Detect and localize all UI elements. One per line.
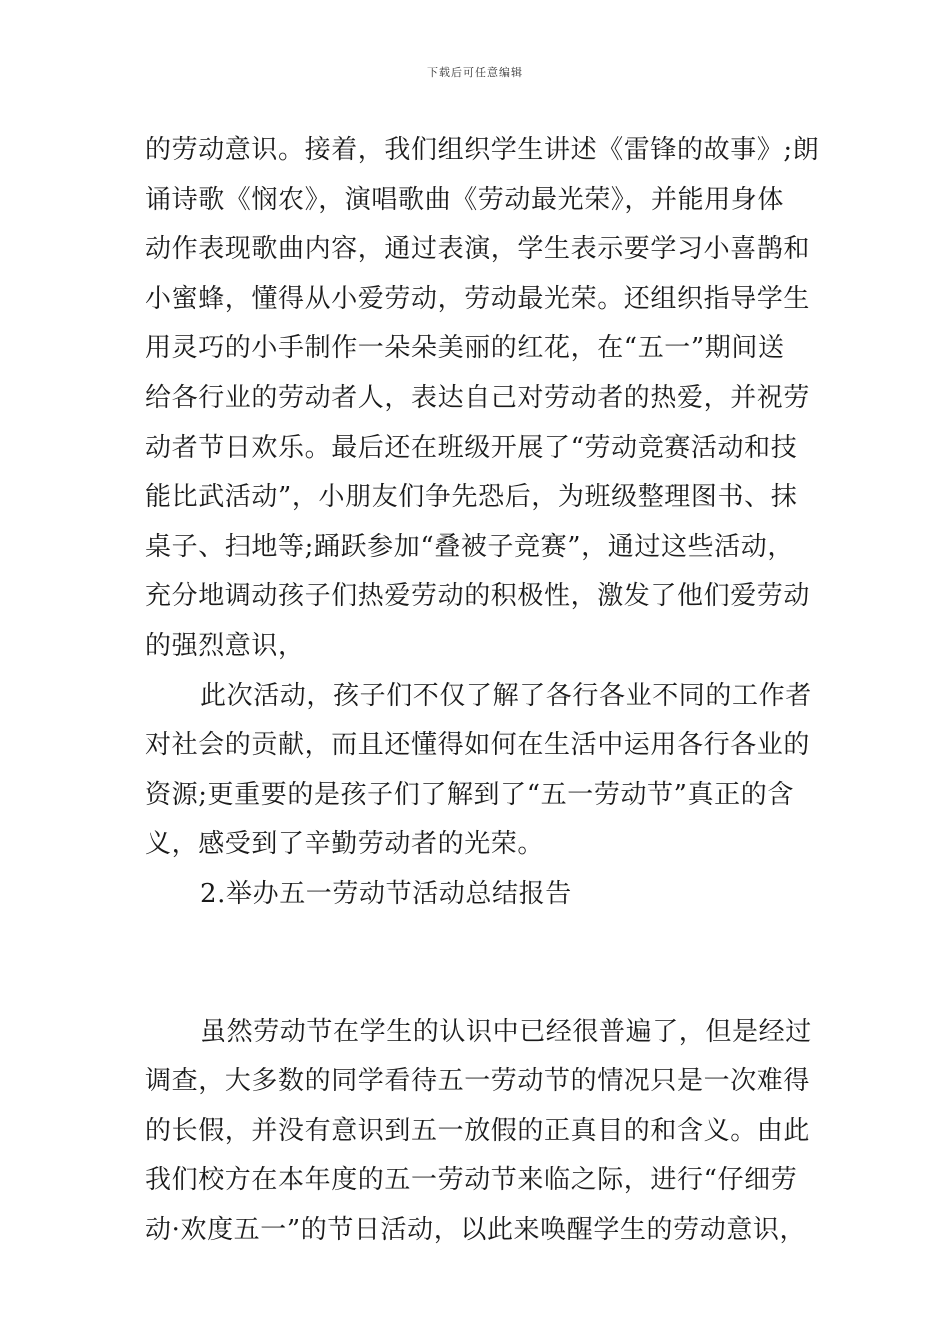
text-line: 虽然劳动节在学生的认识中已经很普遍了，但是经过 xyxy=(200,1016,812,1047)
text-line: 小蜜蜂，懂得从小爱劳动，劳动最光荣。还组织指导学生 xyxy=(145,283,811,314)
text-line: 的长假，并没有意识到五一放假的正真目的和含义。由此 xyxy=(145,1115,811,1146)
text-line: 动作表现歌曲内容，通过表演，学生表示要学习小喜鹊和 xyxy=(145,234,811,265)
text-line: 的强烈意识， xyxy=(145,630,305,661)
document-body xyxy=(145,126,825,1255)
section-heading xyxy=(145,870,825,920)
text-line: 对社会的贡献，而且还懂得如何在生活中运用各行各业的 xyxy=(145,730,811,761)
section-spacer xyxy=(145,920,825,1008)
text-line: 动者节日欢乐。最后还在班级开展了“劳动竞赛活动和技 xyxy=(145,432,798,463)
header-note: 下载后可任意编辑 xyxy=(427,66,523,79)
text-line: 能比武活动”，小朋友们争先恐后，为班级整理图书、抹 xyxy=(145,482,798,513)
text-line: 桌子、扫地等;踊跃参加“叠被子竞赛”，通过这些活动， xyxy=(145,531,794,562)
text-line: 义，感受到了辛勤劳动者的光荣。 xyxy=(145,829,545,860)
section-heading-text: 2.举办五一劳动节活动总结报告 xyxy=(200,878,572,909)
text-line: 调查，大多数的同学看待五一劳动节的情况只是一次难得 xyxy=(145,1066,811,1097)
text-line: 我们校方在本年度的五一劳动节来临之际，进行“仔细劳 xyxy=(145,1165,798,1196)
paragraph-1 xyxy=(145,126,825,672)
text-line: 此次活动，孩子们不仅了解了各行各业不同的工作者 xyxy=(200,680,812,711)
text-line: 充分地调动孩子们热爱劳动的积极性，激发了他们爱劳动 xyxy=(145,581,811,612)
paragraph-3 xyxy=(145,1008,825,1256)
text-line: 用灵巧的小手制作一朵朵美丽的红花，在“五一”期间送 xyxy=(145,333,785,364)
text-line: 动·欢度五一”的节日活动，以此来唤醒学生的劳动意识， xyxy=(145,1214,807,1245)
text-line: 给各行业的劳动者人，表达自己对劳动者的热爱，并祝劳 xyxy=(145,382,811,413)
text-line: 资源;更重要的是孩子们了解到了“五一劳动节”真正的含 xyxy=(145,779,794,810)
text-line: 诵诗歌《悯农》，演唱歌曲《劳动最光荣》，并能用身体 xyxy=(145,184,785,215)
text-line: 的劳动意识。接着，我们组织学生讲述《雷锋的故事》;朗 xyxy=(145,135,820,165)
paragraph-2 xyxy=(145,672,825,870)
